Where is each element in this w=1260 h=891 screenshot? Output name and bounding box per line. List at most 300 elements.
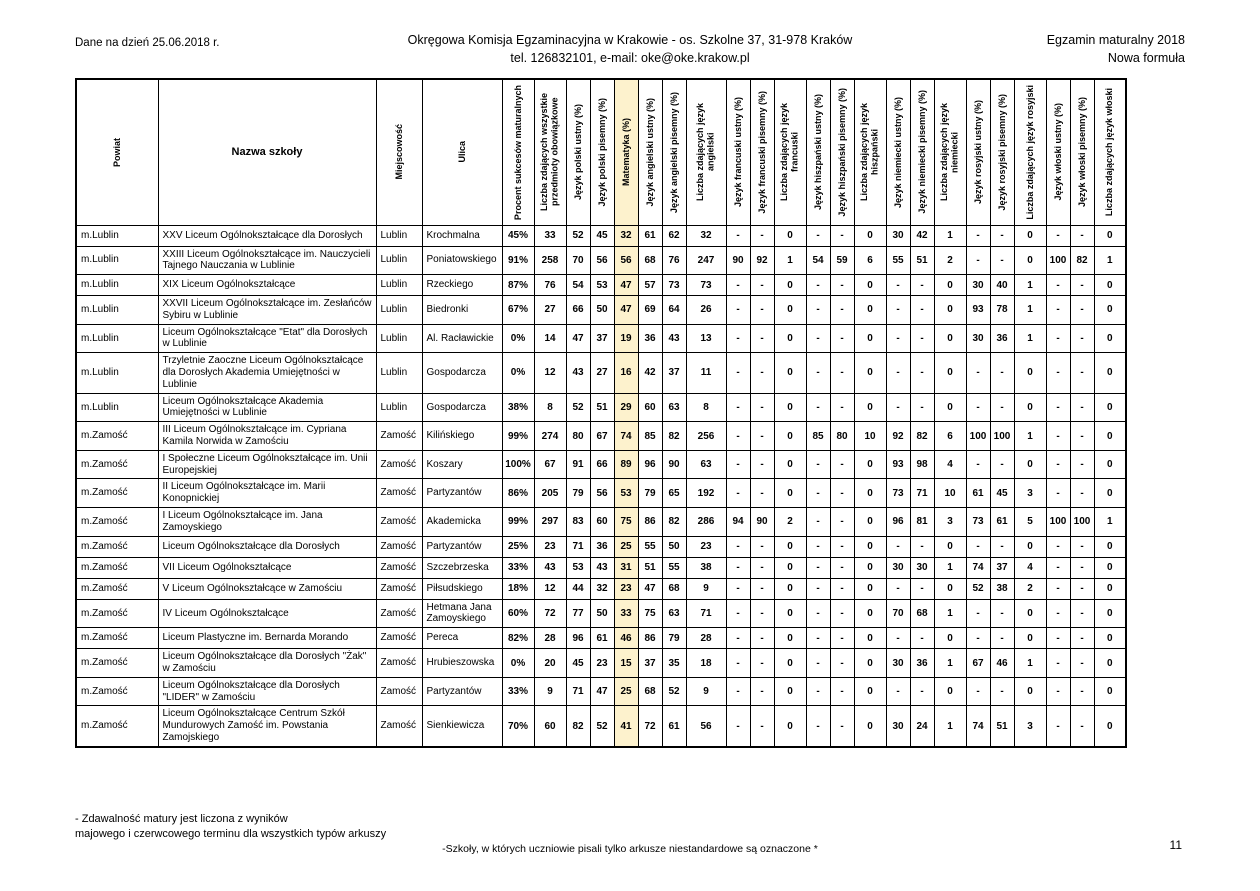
cell-hiszpanski-pisemny: - — [830, 296, 854, 325]
cell-rosyjski-ustny: - — [966, 677, 990, 706]
cell-procent-sukcesow: 86% — [502, 479, 534, 508]
cell-liczba-angielski: 26 — [686, 296, 726, 325]
table-row — [76, 677, 1126, 706]
cell-hiszpanski-pisemny: - — [830, 628, 854, 649]
cell-nazwa-szkoly: Liceum Ogólnokształcące dla Dorosłych "LIDER" w Zamościu — [158, 677, 376, 706]
cell-matematyka: 33 — [614, 599, 638, 628]
footnote-line-1: - Zdawalność matury jest liczona z wyników — [75, 813, 288, 825]
cell-procent-sukcesow: 18% — [502, 578, 534, 599]
cell-rosyjski-ustny: 67 — [966, 649, 990, 678]
cell-powiat: m.Lublin — [76, 353, 158, 393]
cell-niemiecki-ustny: - — [886, 353, 910, 393]
cell-liczba-wloski: 1 — [1094, 508, 1126, 537]
cell-liczba-hiszpanski: 0 — [854, 578, 886, 599]
cell-liczba-niemiecki: 0 — [934, 677, 966, 706]
cell-angielski-ustny: 55 — [638, 536, 662, 557]
cell-rosyjski-pisemny: 36 — [990, 324, 1014, 353]
cell-ulica: Kilińskiego — [422, 422, 502, 451]
cell-francuski-ustny: - — [726, 557, 750, 578]
cell-hiszpanski-ustny: - — [806, 557, 830, 578]
cell-miejscowosc: Zamość — [376, 578, 422, 599]
cell-liczba-wszystkie: 8 — [534, 393, 566, 422]
cell-miejscowosc: Zamość — [376, 599, 422, 628]
cell-liczba-angielski: 9 — [686, 578, 726, 599]
cell-matematyka: 16 — [614, 353, 638, 393]
cell-angielski-ustny: 47 — [638, 578, 662, 599]
cell-liczba-francuski: 2 — [774, 508, 806, 537]
column-header-hiszpanski-ustny: Język hiszpański ustny (%) — [806, 79, 830, 225]
cell-wloski-pisemny: - — [1070, 557, 1094, 578]
cell-liczba-hiszpanski: 0 — [854, 324, 886, 353]
cell-matematyka: 56 — [614, 246, 638, 275]
cell-hiszpanski-pisemny: - — [830, 225, 854, 246]
cell-angielski-ustny: 72 — [638, 706, 662, 747]
cell-ulica: Akademicka — [422, 508, 502, 537]
org-header — [408, 32, 853, 67]
cell-polski-pisemny: 56 — [590, 479, 614, 508]
cell-liczba-hiszpanski: 0 — [854, 275, 886, 296]
cell-matematyka: 47 — [614, 275, 638, 296]
cell-liczba-francuski: 0 — [774, 353, 806, 393]
cell-liczba-angielski: 32 — [686, 225, 726, 246]
cell-liczba-rosyjski: 1 — [1014, 296, 1046, 325]
cell-liczba-hiszpanski: 0 — [854, 677, 886, 706]
cell-ulica: Szczebrzeska — [422, 557, 502, 578]
table-row — [76, 353, 1126, 393]
cell-wloski-ustny: - — [1046, 628, 1070, 649]
cell-angielski-pisemny: 82 — [662, 508, 686, 537]
column-header-nazwa-szkoly: Nazwa szkoły — [158, 79, 376, 225]
cell-miejscowosc: Zamość — [376, 536, 422, 557]
cell-hiszpanski-pisemny: - — [830, 578, 854, 599]
cell-liczba-francuski: 1 — [774, 246, 806, 275]
cell-miejscowosc: Lublin — [376, 393, 422, 422]
date-note: Dane na dzień 25.06.2018 r. — [75, 37, 220, 49]
cell-wloski-ustny: - — [1046, 557, 1070, 578]
cell-angielski-pisemny: 62 — [662, 225, 686, 246]
cell-rosyjski-ustny: - — [966, 599, 990, 628]
cell-liczba-rosyjski: 1 — [1014, 422, 1046, 451]
cell-polski-ustny: 44 — [566, 578, 590, 599]
cell-rosyjski-pisemny: 61 — [990, 508, 1014, 537]
cell-hiszpanski-ustny: - — [806, 508, 830, 537]
cell-powiat: m.Lublin — [76, 324, 158, 353]
table-row — [76, 275, 1126, 296]
cell-matematyka: 15 — [614, 649, 638, 678]
cell-angielski-ustny: 36 — [638, 324, 662, 353]
cell-francuski-ustny: - — [726, 422, 750, 451]
cell-nazwa-szkoly: I Społeczne Liceum Ogólnokształcące im. Unii Europejskiej — [158, 450, 376, 479]
cell-hiszpanski-ustny: - — [806, 677, 830, 706]
cell-ulica: Partyzantów — [422, 479, 502, 508]
cell-matematyka: 89 — [614, 450, 638, 479]
cell-liczba-francuski: 0 — [774, 536, 806, 557]
cell-francuski-pisemny: - — [750, 557, 774, 578]
cell-wloski-pisemny: - — [1070, 578, 1094, 599]
cell-francuski-pisemny: - — [750, 628, 774, 649]
cell-wloski-ustny: - — [1046, 677, 1070, 706]
cell-ulica: Gospodarcza — [422, 393, 502, 422]
cell-rosyjski-ustny: 74 — [966, 706, 990, 747]
cell-liczba-niemiecki: 0 — [934, 324, 966, 353]
column-header-francuski-ustny: Język francuski ustny (%) — [726, 79, 750, 225]
cell-rosyjski-pisemny: - — [990, 246, 1014, 275]
cell-niemiecki-pisemny: 71 — [910, 479, 934, 508]
cell-niemiecki-ustny: 93 — [886, 450, 910, 479]
cell-powiat: m.Zamość — [76, 628, 158, 649]
cell-hiszpanski-pisemny: - — [830, 557, 854, 578]
cell-hiszpanski-ustny: - — [806, 353, 830, 393]
cell-liczba-hiszpanski: 0 — [854, 557, 886, 578]
cell-rosyjski-pisemny: 46 — [990, 649, 1014, 678]
cell-hiszpanski-pisemny: - — [830, 324, 854, 353]
cell-matematyka: 29 — [614, 393, 638, 422]
cell-polski-ustny: 71 — [566, 677, 590, 706]
cell-angielski-pisemny: 82 — [662, 422, 686, 451]
column-header-liczba-wloski: Liczba zdających język włoski — [1094, 79, 1126, 225]
page-number: 11 — [1169, 838, 1182, 852]
cell-niemiecki-pisemny: - — [910, 628, 934, 649]
column-header-miejscowosc: Miejscowość — [376, 79, 422, 225]
cell-hiszpanski-ustny: 85 — [806, 422, 830, 451]
column-header-angielski-pisemny: Język angielski pisemny (%) — [662, 79, 686, 225]
cell-powiat: m.Zamość — [76, 649, 158, 678]
cell-hiszpanski-pisemny: - — [830, 536, 854, 557]
cell-procent-sukcesow: 99% — [502, 508, 534, 537]
cell-liczba-rosyjski: 0 — [1014, 536, 1046, 557]
cell-polski-ustny: 43 — [566, 353, 590, 393]
cell-hiszpanski-ustny: - — [806, 649, 830, 678]
cell-polski-pisemny: 50 — [590, 296, 614, 325]
table-header-row — [76, 79, 1126, 225]
table-row — [76, 479, 1126, 508]
cell-liczba-wszystkie: 20 — [534, 649, 566, 678]
cell-rosyjski-ustny: 30 — [966, 324, 990, 353]
cell-niemiecki-ustny: - — [886, 536, 910, 557]
cell-nazwa-szkoly: V Liceum Ogólnokształcące w Zamościu — [158, 578, 376, 599]
cell-liczba-angielski: 11 — [686, 353, 726, 393]
cell-francuski-pisemny: - — [750, 324, 774, 353]
cell-niemiecki-ustny: - — [886, 296, 910, 325]
cell-liczba-wloski: 0 — [1094, 324, 1126, 353]
cell-polski-pisemny: 53 — [590, 275, 614, 296]
cell-angielski-ustny: 86 — [638, 508, 662, 537]
cell-liczba-hiszpanski: 0 — [854, 393, 886, 422]
cell-ulica: Sienkiewicza — [422, 706, 502, 747]
cell-wloski-pisemny: - — [1070, 706, 1094, 747]
cell-nazwa-szkoly: IV Liceum Ogólnokształcące — [158, 599, 376, 628]
cell-liczba-wloski: 0 — [1094, 225, 1126, 246]
cell-liczba-hiszpanski: 0 — [854, 706, 886, 747]
cell-hiszpanski-pisemny: - — [830, 479, 854, 508]
cell-liczba-wloski: 0 — [1094, 599, 1126, 628]
cell-rosyjski-pisemny: - — [990, 450, 1014, 479]
cell-hiszpanski-pisemny: - — [830, 599, 854, 628]
cell-wloski-pisemny: - — [1070, 393, 1094, 422]
cell-liczba-niemiecki: 0 — [934, 628, 966, 649]
cell-nazwa-szkoly: XXV Liceum Ogólnokształcące dla Dorosłych — [158, 225, 376, 246]
cell-liczba-wszystkie: 12 — [534, 353, 566, 393]
cell-liczba-hiszpanski: 0 — [854, 450, 886, 479]
cell-wloski-pisemny: - — [1070, 296, 1094, 325]
cell-liczba-rosyjski: 3 — [1014, 706, 1046, 747]
cell-polski-pisemny: 51 — [590, 393, 614, 422]
cell-liczba-wszystkie: 27 — [534, 296, 566, 325]
cell-hiszpanski-pisemny: - — [830, 706, 854, 747]
cell-ulica: Gospodarcza — [422, 353, 502, 393]
cell-polski-pisemny: 36 — [590, 536, 614, 557]
cell-powiat: m.Zamość — [76, 557, 158, 578]
cell-francuski-pisemny: - — [750, 536, 774, 557]
cell-matematyka: 53 — [614, 479, 638, 508]
cell-liczba-hiszpanski: 6 — [854, 246, 886, 275]
cell-francuski-pisemny: 90 — [750, 508, 774, 537]
cell-miejscowosc: Lublin — [376, 275, 422, 296]
cell-polski-ustny: 83 — [566, 508, 590, 537]
cell-liczba-rosyjski: 3 — [1014, 479, 1046, 508]
cell-polski-ustny: 71 — [566, 536, 590, 557]
cell-liczba-hiszpanski: 0 — [854, 536, 886, 557]
cell-francuski-ustny: - — [726, 706, 750, 747]
cell-liczba-wloski: 0 — [1094, 422, 1126, 451]
cell-liczba-francuski: 0 — [774, 422, 806, 451]
cell-liczba-rosyjski: 5 — [1014, 508, 1046, 537]
cell-liczba-niemiecki: 0 — [934, 275, 966, 296]
cell-powiat: m.Lublin — [76, 393, 158, 422]
cell-rosyjski-pisemny: - — [990, 628, 1014, 649]
cell-nazwa-szkoly: Liceum Ogólnokształcące dla Dorosłych — [158, 536, 376, 557]
cell-liczba-francuski: 0 — [774, 599, 806, 628]
cell-polski-pisemny: 45 — [590, 225, 614, 246]
cell-liczba-wloski: 0 — [1094, 296, 1126, 325]
cell-rosyjski-ustny: 61 — [966, 479, 990, 508]
cell-liczba-rosyjski: 1 — [1014, 324, 1046, 353]
cell-liczba-wloski: 0 — [1094, 557, 1126, 578]
cell-rosyjski-ustny: 93 — [966, 296, 990, 325]
cell-liczba-angielski: 38 — [686, 557, 726, 578]
cell-liczba-wloski: 0 — [1094, 353, 1126, 393]
cell-liczba-angielski: 247 — [686, 246, 726, 275]
cell-niemiecki-ustny: 70 — [886, 599, 910, 628]
cell-polski-pisemny: 60 — [590, 508, 614, 537]
cell-francuski-ustny: - — [726, 450, 750, 479]
cell-rosyjski-ustny: 30 — [966, 275, 990, 296]
cell-powiat: m.Zamość — [76, 578, 158, 599]
cell-powiat: m.Zamość — [76, 677, 158, 706]
cell-francuski-pisemny: - — [750, 422, 774, 451]
cell-wloski-ustny: - — [1046, 353, 1070, 393]
cell-polski-pisemny: 61 — [590, 628, 614, 649]
table-row — [76, 324, 1126, 353]
cell-polski-ustny: 66 — [566, 296, 590, 325]
cell-liczba-niemiecki: 4 — [934, 450, 966, 479]
cell-liczba-francuski: 0 — [774, 275, 806, 296]
cell-hiszpanski-pisemny: - — [830, 275, 854, 296]
cell-niemiecki-pisemny: 81 — [910, 508, 934, 537]
cell-rosyjski-ustny: - — [966, 450, 990, 479]
cell-wloski-pisemny: - — [1070, 275, 1094, 296]
cell-wloski-ustny: - — [1046, 649, 1070, 678]
cell-miejscowosc: Lublin — [376, 225, 422, 246]
cell-liczba-niemiecki: 2 — [934, 246, 966, 275]
cell-liczba-niemiecki: 1 — [934, 599, 966, 628]
cell-wloski-pisemny: 100 — [1070, 508, 1094, 537]
cell-rosyjski-pisemny: - — [990, 353, 1014, 393]
cell-hiszpanski-ustny: - — [806, 225, 830, 246]
cell-liczba-wloski: 0 — [1094, 677, 1126, 706]
cell-liczba-rosyjski: 1 — [1014, 275, 1046, 296]
cell-liczba-rosyjski: 0 — [1014, 450, 1046, 479]
cell-wloski-pisemny: - — [1070, 677, 1094, 706]
cell-angielski-ustny: 68 — [638, 246, 662, 275]
cell-rosyjski-pisemny: 40 — [990, 275, 1014, 296]
cell-liczba-hiszpanski: 0 — [854, 225, 886, 246]
cell-ulica: Biedronki — [422, 296, 502, 325]
cell-procent-sukcesow: 38% — [502, 393, 534, 422]
cell-angielski-ustny: 85 — [638, 422, 662, 451]
cell-francuski-ustny: - — [726, 324, 750, 353]
cell-rosyjski-ustny: 100 — [966, 422, 990, 451]
cell-angielski-pisemny: 55 — [662, 557, 686, 578]
cell-francuski-pisemny: - — [750, 649, 774, 678]
cell-angielski-pisemny: 76 — [662, 246, 686, 275]
cell-liczba-rosyjski: 0 — [1014, 353, 1046, 393]
cell-angielski-pisemny: 50 — [662, 536, 686, 557]
cell-wloski-ustny: - — [1046, 450, 1070, 479]
cell-francuski-ustny: - — [726, 479, 750, 508]
column-header-liczba-wszystkie: Liczba zdających wszystkie przedmioty obowiązkowe — [534, 79, 566, 225]
cell-wloski-pisemny: - — [1070, 450, 1094, 479]
cell-liczba-niemiecki: 6 — [934, 422, 966, 451]
cell-niemiecki-ustny: - — [886, 324, 910, 353]
cell-francuski-ustny: - — [726, 296, 750, 325]
cell-angielski-pisemny: 37 — [662, 353, 686, 393]
cell-wloski-ustny: - — [1046, 479, 1070, 508]
cell-liczba-wszystkie: 297 — [534, 508, 566, 537]
cell-liczba-francuski: 0 — [774, 393, 806, 422]
cell-liczba-wloski: 1 — [1094, 246, 1126, 275]
cell-ulica: Partyzantów — [422, 677, 502, 706]
column-header-powiat: Powiat — [76, 79, 158, 225]
cell-miejscowosc: Zamość — [376, 628, 422, 649]
cell-nazwa-szkoly: Trzyletnie Zaoczne Liceum Ogólnokształcące dla Dorosłych Akademia Umiejętności w Lublinie — [158, 353, 376, 393]
column-header-wloski-pisemny: Język włoski pisemny (%) — [1070, 79, 1094, 225]
cell-hiszpanski-ustny: - — [806, 706, 830, 747]
cell-matematyka: 32 — [614, 225, 638, 246]
page-header — [75, 32, 1185, 67]
cell-francuski-pisemny: - — [750, 450, 774, 479]
cell-angielski-ustny: 57 — [638, 275, 662, 296]
column-header-matematyka: Matematyka (%) — [614, 79, 638, 225]
column-header-polski-ustny: Język polski ustny (%) — [566, 79, 590, 225]
cell-wloski-ustny: - — [1046, 225, 1070, 246]
cell-liczba-wszystkie: 258 — [534, 246, 566, 275]
cell-rosyjski-ustny: - — [966, 628, 990, 649]
cell-wloski-ustny: 100 — [1046, 508, 1070, 537]
cell-liczba-rosyjski: 0 — [1014, 677, 1046, 706]
cell-matematyka: 47 — [614, 296, 638, 325]
cell-angielski-pisemny: 90 — [662, 450, 686, 479]
column-header-liczba-francuski: Liczba zdających język francuski — [774, 79, 806, 225]
cell-ulica: Partyzantów — [422, 536, 502, 557]
org-address: Okręgowa Komisja Egzaminacyjna w Krakowie - os. Szkolne 37, 31-978 Kraków — [407, 33, 853, 47]
cell-nazwa-szkoly: Liceum Ogólnokształcące Centrum Szkół Mundurowych Zamość im. Powstania Zamojskiego — [158, 706, 376, 747]
cell-liczba-francuski: 0 — [774, 324, 806, 353]
cell-miejscowosc: Lublin — [376, 296, 422, 325]
cell-angielski-pisemny: 63 — [662, 393, 686, 422]
column-header-rosyjski-ustny: Język rosyjski ustny (%) — [966, 79, 990, 225]
cell-hiszpanski-ustny: - — [806, 536, 830, 557]
cell-polski-ustny: 53 — [566, 557, 590, 578]
cell-liczba-rosyjski: 0 — [1014, 225, 1046, 246]
cell-procent-sukcesow: 0% — [502, 649, 534, 678]
cell-wloski-ustny: - — [1046, 599, 1070, 628]
cell-liczba-francuski: 0 — [774, 578, 806, 599]
table-row — [76, 508, 1126, 537]
cell-niemiecki-pisemny: 24 — [910, 706, 934, 747]
cell-liczba-wszystkie: 14 — [534, 324, 566, 353]
cell-nazwa-szkoly: Liceum Ogólnokształcące "Etat" dla Dorosłych w Lublinie — [158, 324, 376, 353]
cell-hiszpanski-pisemny: - — [830, 450, 854, 479]
cell-liczba-hiszpanski: 0 — [854, 353, 886, 393]
cell-angielski-pisemny: 63 — [662, 599, 686, 628]
cell-niemiecki-ustny: - — [886, 578, 910, 599]
cell-liczba-angielski: 286 — [686, 508, 726, 537]
cell-niemiecki-ustny: - — [886, 393, 910, 422]
cell-rosyjski-pisemny: 37 — [990, 557, 1014, 578]
cell-liczba-wszystkie: 43 — [534, 557, 566, 578]
org-contact: tel. 126832101, e-mail: oke@oke.krakow.pl — [510, 50, 750, 65]
cell-hiszpanski-pisemny: - — [830, 677, 854, 706]
cell-angielski-ustny: 79 — [638, 479, 662, 508]
cell-hiszpanski-pisemny: - — [830, 393, 854, 422]
column-header-wloski-ustny: Język włoski ustny (%) — [1046, 79, 1070, 225]
cell-rosyjski-ustny: 73 — [966, 508, 990, 537]
cell-wloski-pisemny: - — [1070, 479, 1094, 508]
table-row — [76, 246, 1126, 275]
cell-nazwa-szkoly: XXIII Liceum Ogólnokształcące im. Nauczycieli Tajnego Nauczania w Lublinie — [158, 246, 376, 275]
cell-liczba-wloski: 0 — [1094, 536, 1126, 557]
cell-liczba-niemiecki: 3 — [934, 508, 966, 537]
cell-wloski-pisemny: - — [1070, 422, 1094, 451]
cell-liczba-hiszpanski: 0 — [854, 599, 886, 628]
cell-liczba-wszystkie: 33 — [534, 225, 566, 246]
cell-liczba-hiszpanski: 0 — [854, 508, 886, 537]
cell-rosyjski-ustny: - — [966, 246, 990, 275]
cell-polski-pisemny: 37 — [590, 324, 614, 353]
cell-niemiecki-pisemny: 42 — [910, 225, 934, 246]
cell-procent-sukcesow: 91% — [502, 246, 534, 275]
cell-rosyjski-pisemny: - — [990, 677, 1014, 706]
cell-hiszpanski-pisemny: - — [830, 508, 854, 537]
cell-niemiecki-pisemny: 51 — [910, 246, 934, 275]
cell-wloski-pisemny: - — [1070, 225, 1094, 246]
cell-liczba-wloski: 0 — [1094, 450, 1126, 479]
cell-hiszpanski-ustny: - — [806, 393, 830, 422]
cell-nazwa-szkoly: Liceum Plastyczne im. Bernarda Morando — [158, 628, 376, 649]
cell-niemiecki-pisemny: - — [910, 324, 934, 353]
cell-liczba-wszystkie: 72 — [534, 599, 566, 628]
results-table — [75, 78, 1127, 748]
cell-ulica: Pereca — [422, 628, 502, 649]
cell-liczba-angielski: 73 — [686, 275, 726, 296]
cell-wloski-ustny: - — [1046, 578, 1070, 599]
cell-procent-sukcesow: 60% — [502, 599, 534, 628]
cell-liczba-wloski: 0 — [1094, 393, 1126, 422]
table-row — [76, 225, 1126, 246]
cell-matematyka: 74 — [614, 422, 638, 451]
cell-liczba-angielski: 8 — [686, 393, 726, 422]
